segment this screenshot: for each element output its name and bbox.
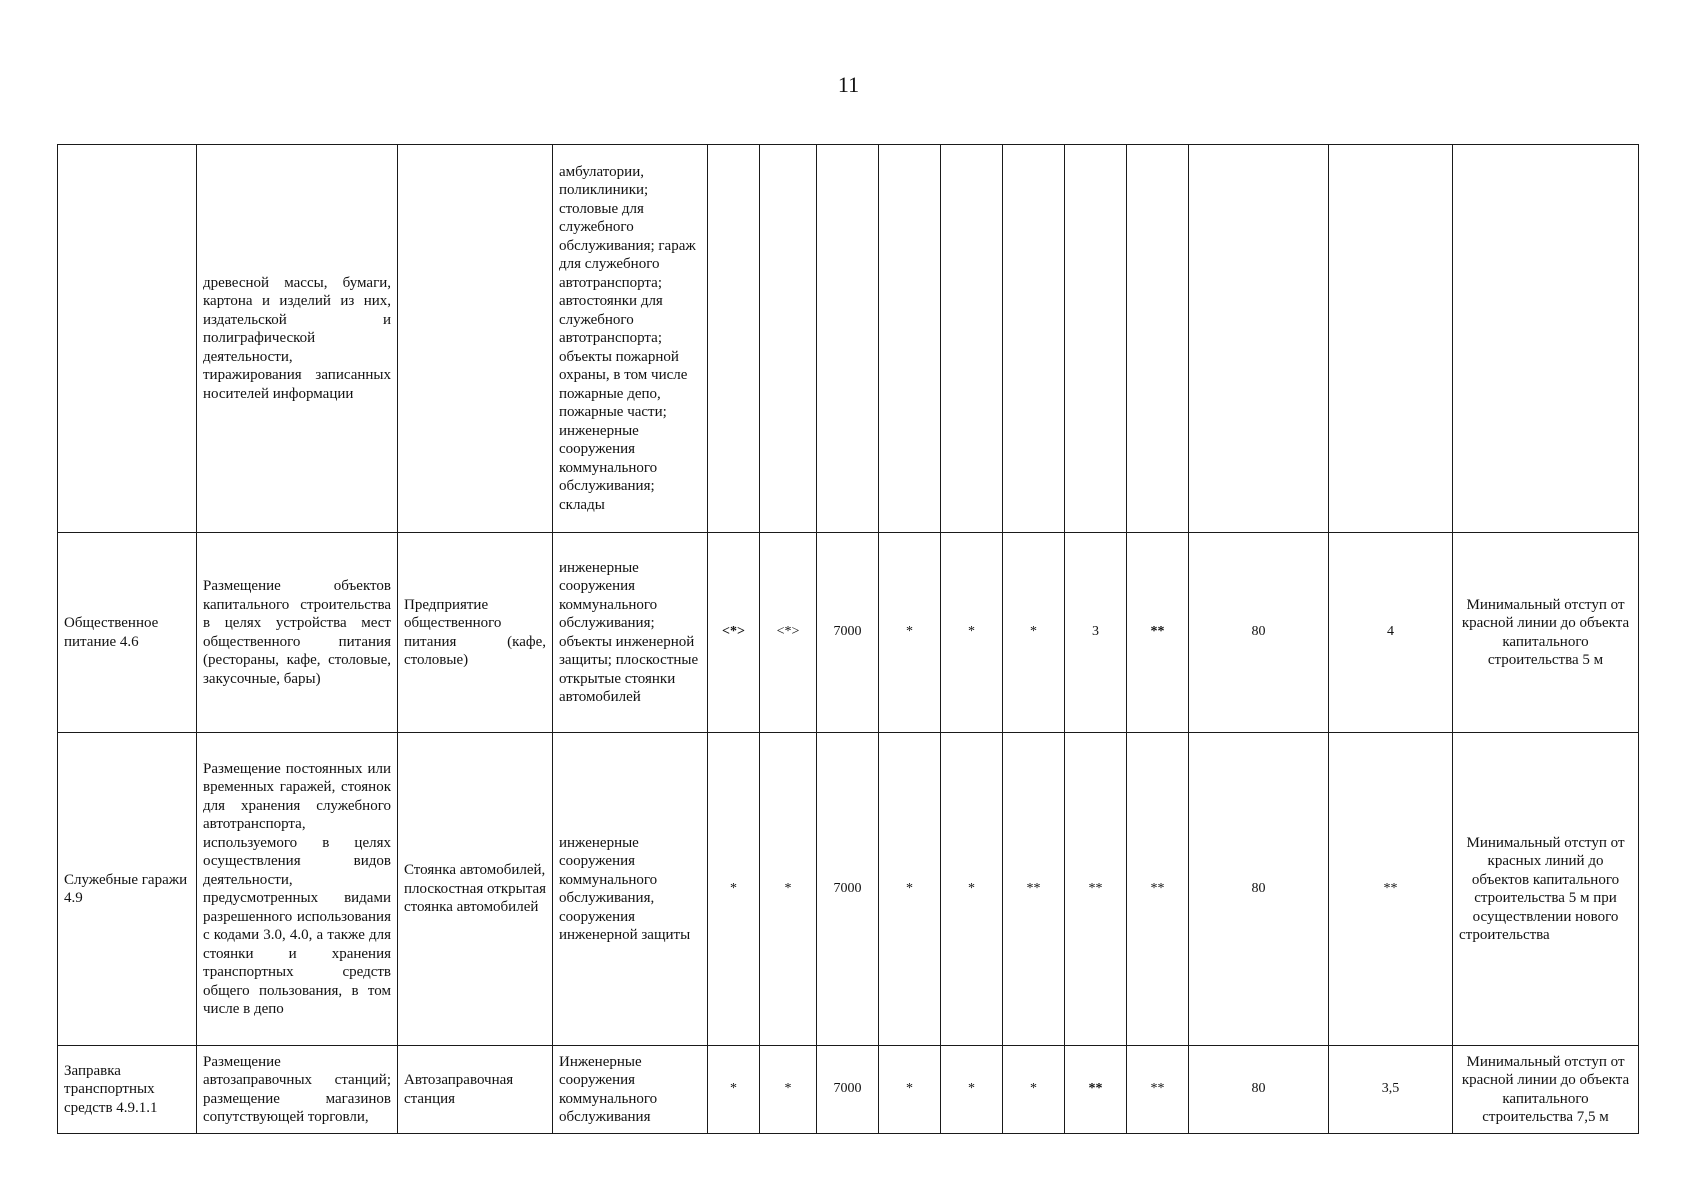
param-cell [760,145,817,533]
param-cell: * [879,1046,941,1134]
auxiliary-uses-cell: инженерные сооружения коммунального обслуживания, сооружения инженерной защиты [553,733,708,1046]
param-cell: * [760,733,817,1046]
param-cell: * [879,733,941,1046]
page-number: 11 [837,72,860,97]
auxiliary-uses-cell: инженерные сооружения коммунального обслуживания; объекты инженерной защиты; плоскостные открытые стоянки автомобилей [553,533,708,733]
use-name-cell: Заправка транспортных средств 4.9.1.1 [58,1046,197,1134]
notes-cell: Минимальный отступ от красных линий до объектов капитального строительства 5 м при осуществлении нового строительства [1453,733,1639,1046]
regulations-table [57,144,1639,1134]
param-cell: 7000 [817,533,879,733]
use-description-cell: Размещение автозаправочных станций; размещение магазинов сопутствующей торговли, [197,1046,398,1134]
table-row [58,533,1639,733]
param-cell: * [708,733,760,1046]
param-cell: ** [1003,733,1065,1046]
param-cell: * [941,533,1003,733]
notes-cell: Минимальный отступ от красной линии до объекта капитального строительства 5 м [1453,533,1639,733]
param-cell: * [1003,1046,1065,1134]
param-cell: * [1003,533,1065,733]
param-cell: ** [1127,533,1189,733]
param-cell: * [708,1046,760,1134]
use-description-cell: древесной массы, бумаги, картона и изделий из них, издательской и полиграфической деятельности, тиражирования записанных носителей информации [197,145,398,533]
use-description-cell: Размещение постоянных или временных гаражей, стоянок для хранения служебного автотранспорта, используемого в целях осуществления видов деятельности, предусмотренных видами разрешенного использования с кодами 3.0, 4.0, а также для стоянки и хранения транспортных средств общего пользования, в том числе в депо [197,733,398,1046]
param-cell: 7000 [817,733,879,1046]
use-name-cell: Общественное питание 4.6 [58,533,197,733]
auxiliary-uses-cell: Инженерные сооружения коммунального обслуживания [553,1046,708,1134]
param-cell: * [760,1046,817,1134]
param-cell: ** [1127,733,1189,1046]
use-name-cell: Служебные гаражи 4.9 [58,733,197,1046]
param-cell [941,145,1003,533]
param-cell [1189,145,1329,533]
table-row [58,733,1639,1046]
use-name-cell [58,145,197,533]
param-cell: 3 [1065,533,1127,733]
param-cell [817,145,879,533]
use-description-cell: Размещение объектов капитального строительства в целях устройства мест общественного питания (рестораны, кафе, столовые, закусочные, бары) [197,533,398,733]
param-cell: <*> [760,533,817,733]
param-cell [708,145,760,533]
param-cell [1329,145,1453,533]
main-uses-cell: Предприятие общественного питания (кафе, столовые) [398,533,553,733]
table-row [58,145,1639,533]
main-uses-cell: Стоянка автомобилей, плоскостная открытая стоянка автомобилей [398,733,553,1046]
auxiliary-uses-cell: амбулатории, поликлиники; столовые для служебного обслуживания; гараж для служебного автотранспорта; автостоянки для служебного автотранспорта; объекты пожарной охраны, в том числе пожарные депо, пожарные части; инженерные сооружения коммунального обслуживания; склады [553,145,708,533]
param-cell: * [941,1046,1003,1134]
param-cell [1003,145,1065,533]
param-cell: * [941,733,1003,1046]
table-row [58,1046,1639,1134]
param-cell: ** [1065,733,1127,1046]
param-cell: <*> [708,533,760,733]
param-cell: 4 [1329,533,1453,733]
param-cell: * [879,533,941,733]
param-cell: 80 [1189,533,1329,733]
param-cell: ** [1329,733,1453,1046]
param-cell [1065,145,1127,533]
param-cell: 80 [1189,1046,1329,1134]
param-cell: ** [1065,1046,1127,1134]
param-cell: 3,5 [1329,1046,1453,1134]
main-uses-cell: Автозаправочная станция [398,1046,553,1134]
param-cell [879,145,941,533]
notes-cell [1453,145,1639,533]
param-cell: 7000 [817,1046,879,1134]
param-cell [1127,145,1189,533]
param-cell: 80 [1189,733,1329,1046]
notes-cell: Минимальный отступ от красной линии до объекта капитального строительства 7,5 м [1453,1046,1639,1134]
param-cell: ** [1127,1046,1189,1134]
main-uses-cell [398,145,553,533]
